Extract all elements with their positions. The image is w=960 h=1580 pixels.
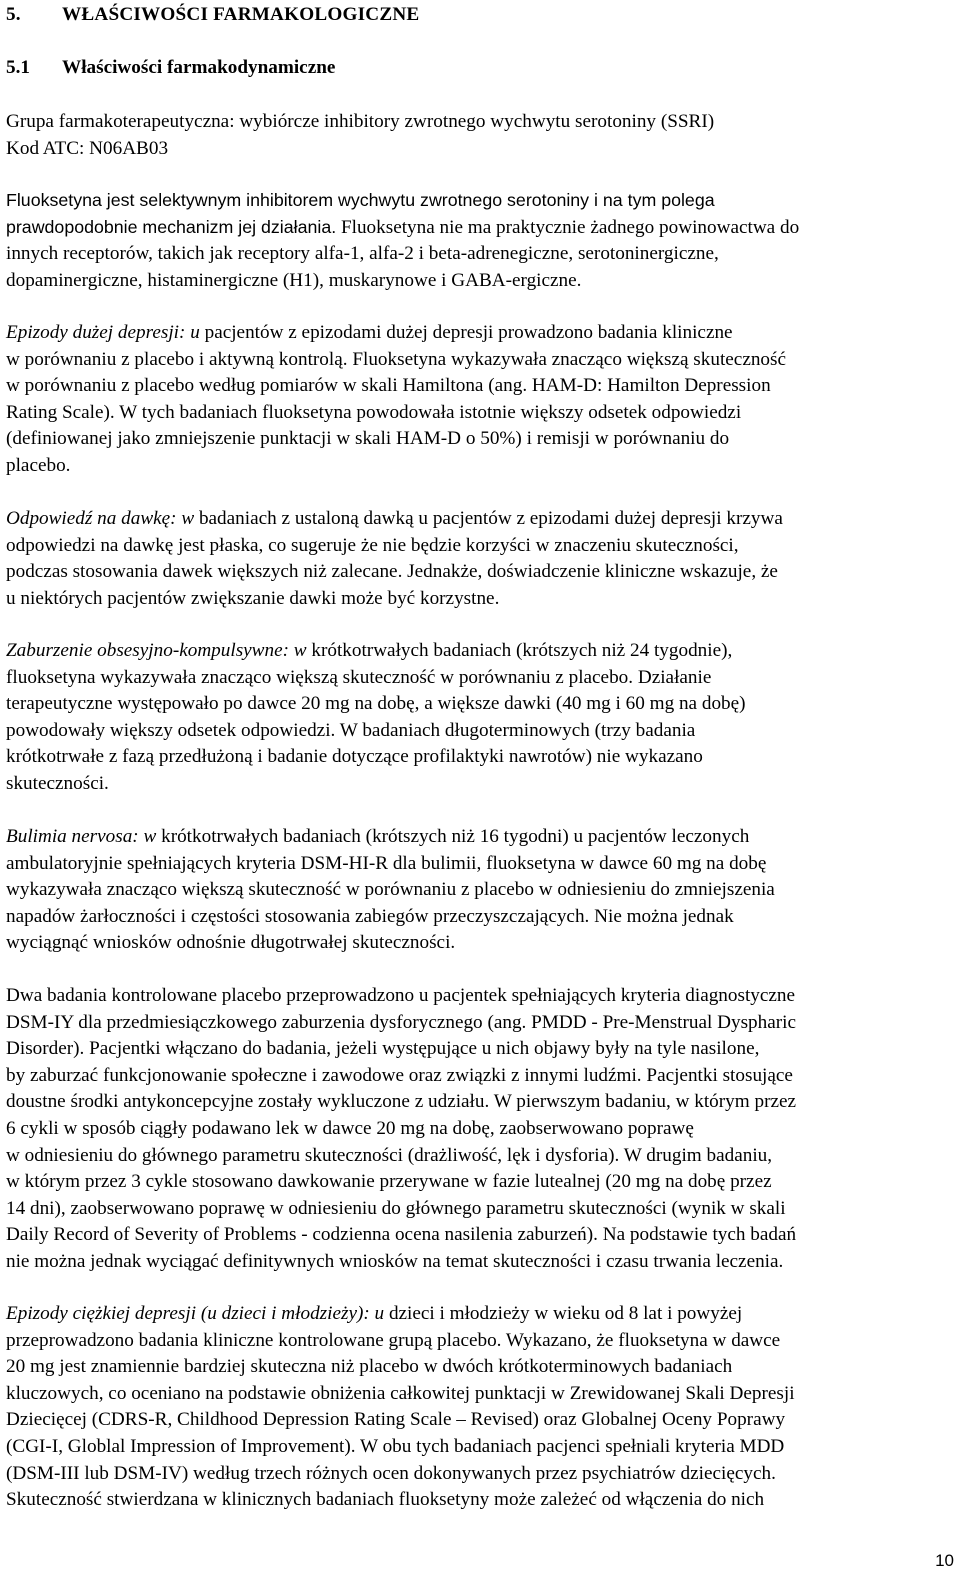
text-line: nie można jednak wyciągać definitywnych wniosków na temat skuteczności i czasu trwania leczenia. [6, 1250, 784, 1272]
paragraph-lead: Zaburzenie obsesyjno-kompulsywne: w [6, 640, 307, 661]
text-line: dopaminergiczne, histaminergiczne (H1), muskarynowe i GABA-ergiczne. [6, 269, 582, 291]
paragraph-dose-response [6, 506, 954, 612]
text-line: dzieci i młodzieży w wieku od 8 lat i powyżej [384, 1303, 743, 1324]
text-line: Fluoksetyna jest selektywnym inhibitorem wychwytu zwrotnego serotoniny i na tym polega [6, 190, 715, 210]
text-line: fluoksetyna wykazywała znacząco większą skuteczność w porównaniu z placebo. Działanie [6, 666, 712, 688]
text-line: w którym przez 3 cykle stosowano dawkowanie przerywane w fazie lutealnej (20 mg na dobę przez [6, 1171, 772, 1193]
text-line: wykazywała znacząco większą skuteczność w porównaniu z placebo w odniesieniu do zmniejszenia [6, 879, 775, 901]
paragraph-lead: Bulimia nervosa: w [6, 826, 157, 847]
text-line: powodowały większy odsetek odpowiedzi. W badaniach długoterminowych (trzy badania [6, 719, 696, 741]
text-line: napadów żarłoczności i częstości stosowania zabiegów przeczyszczających. Nie można jednak [6, 905, 734, 927]
text-line: Rating Scale). W tych badaniach fluoksetyna powodowała istotnie większy odsetek odpowiedzi [6, 401, 742, 423]
paragraph-mechanism [6, 187, 954, 294]
text-line: w porównaniu z placebo i aktywną kontrolą. Fluoksetyna wykazywała znacząco większą skuteczność [6, 348, 787, 370]
text-line: w porównaniu z placebo według pomiarów w skali Hamiltona (ang. HAM-D: Hamilton Depression [6, 375, 771, 397]
page-number: 10 [935, 1551, 954, 1570]
text-line: krótkotrwałych badaniach (krótszych niż 16 tygodni) u pacjentów leczonych [156, 826, 750, 847]
pharmacotherapeutic-group: Grupa farmakoterapeutyczna: wybiórcze inhibitory zwrotnego wychwytu serotoniny (SSRI) [6, 111, 715, 132]
text-line: przeprowadzono badania kliniczne kontrolowane grupą placebo. Wykazano, że fluoksetyna w dawce [6, 1329, 781, 1351]
text-line: DSM-IY dla przedmiesiączkowego zaburzenia dysforycznego (ang. PMDD - Pre-Menstrual Dyspharic [6, 1011, 796, 1033]
text-line: 20 mg jest znamiennie bardziej skuteczna niż placebo w dwóch krótkoterminowych badaniach [6, 1356, 733, 1378]
text-line: Dwa badania kontrolowane placebo przeprowadzono u pacjentek spełniających kryteria diagnostyczne [6, 985, 796, 1006]
text-line: pacjentów z epizodami dużej depresji prowadzono badania kliniczne [199, 322, 733, 343]
text-line: Dziecięcej (CDRS-R, Childhood Depression Rating Scale – Revised) oraz Globalnej Oceny Poprawy [6, 1409, 786, 1431]
subsection-number: 5.1 [6, 57, 30, 78]
section-title: WŁAŚCIWOŚCI FARMAKOLOGICZNE [62, 4, 420, 25]
text-line: terapeutyczne występowało po dawce 20 mg na dobę, a większe dawki (40 mg i 60 mg na dobę) [6, 693, 746, 715]
paragraph-bulimia [6, 824, 954, 957]
paragraph-pmdd [6, 983, 954, 1276]
paragraph-lead: Epizody dużej depresji: u [6, 322, 200, 343]
text-line: kluczowych, co oceniano na podstawie obniżenia całkowitej punktacji w Zrewidowanej Skali Depresji [6, 1382, 795, 1404]
text-line: 14 dni), zaobserwowano poprawę w odniesieniu do głównego parametru skuteczności (wynik w skali [6, 1197, 786, 1219]
section-number: 5. [6, 4, 21, 25]
text-line: by zaburzać funkcjonowanie społeczne i zawodowe oraz związki z innymi ludźmi. Pacjentki stosujące [6, 1064, 793, 1086]
text-line: Daily Record of Severity of Problems - codzienna ocena nasilenia zaburzeń). Na podstawie tych badań [6, 1224, 797, 1246]
text-line: (CGI-I, Globlal Impression of Improvement). W obu tych badaniach pacjenci spełniali kryteria MDD [6, 1435, 785, 1457]
paragraph-major-depression [6, 320, 954, 480]
text-line: u niektórych pacjentów zwiększanie dawki może być korzystne. [6, 587, 500, 609]
text-line: Skuteczność stwierdzana w klinicznych badaniach fluoksetyny może zależeć od włączenia do nich [6, 1489, 765, 1511]
paragraph-lead: Odpowiedź na dawkę: w [6, 508, 195, 529]
section-heading [6, 2, 419, 29]
text-line: wyciągnąć wniosków odnośnie długotrwałej skuteczności. [6, 932, 456, 954]
text-line: prawdopodobnie mechanizm jej działania. [6, 216, 337, 237]
text-line: doustne środki antykoncepcyjne zostały wykluczone z udziału. W pierwszym badaniu, w którym przez [6, 1091, 797, 1113]
text-line: innych receptorów, takich jak receptory alfa-1, alfa-2 i beta-adrenegiczne, serotoninergiczne, [6, 243, 719, 265]
text-line: Fluoksetyna nie ma praktycznie żadnego powinowactwa do [336, 216, 800, 238]
text-line: skuteczności. [6, 772, 109, 794]
classification-block [6, 109, 954, 162]
text-line: krótkotrwałe z fazą przedłużoną i badanie dotyczące profilaktyki nawrotów) nie wykazano [6, 746, 703, 768]
text-line: 6 cykli w sposób ciągły podawano lek w dawce 20 mg na dobę, zaobserwowano poprawę [6, 1117, 694, 1139]
text-line: ambulatoryjnie spełniających kryteria DSM-HI-R dla bulimii, fluoksetyna w dawce 60 mg na dobę [6, 852, 767, 874]
text-line: w odniesieniu do głównego parametru skuteczności (drażliwość, lęk i dysforia). W drugim badaniu, [6, 1144, 773, 1166]
text-line: Disorder). Pacjentki włączano do badania, jeżeli występujące u nich objawy były na tyle nasilone, [6, 1038, 760, 1060]
text-line: odpowiedzi na dawkę jest płaska, co sugeruje że nie będzie korzyści w znaczeniu skuteczności, [6, 534, 739, 556]
paragraph-ocd [6, 638, 954, 798]
subsection-title: Właściwości farmakodynamiczne [62, 57, 336, 78]
subsection-heading [6, 55, 335, 82]
text-line: (DSM-III lub DSM-IV) według trzech różnych ocen dokonywanych przez psychiatrów dziecięcych. [6, 1462, 776, 1484]
text-line: krótkotrwałych badaniach (krótszych niż 24 tygodnie), [306, 640, 733, 661]
paragraph-pediatric-depression [6, 1301, 954, 1514]
text-line: (definiowanej jako zmniejszenie punktacji w skali HAM-D o 50%) i remisji w porównaniu do [6, 428, 730, 450]
atc-code: Kod ATC: N06AB03 [6, 137, 169, 159]
text-line: podczas stosowania dawek większych niż zalecane. Jednakże, doświadczenie kliniczne wskazuje, że [6, 561, 778, 583]
paragraph-lead: Epizody ciężkiej depresji (u dzieci i młodzieży): u [6, 1303, 385, 1324]
text-line: badaniach z ustaloną dawką u pacjentów z epizodami dużej depresji krzywa [194, 508, 783, 529]
text-line: placebo. [6, 454, 71, 476]
